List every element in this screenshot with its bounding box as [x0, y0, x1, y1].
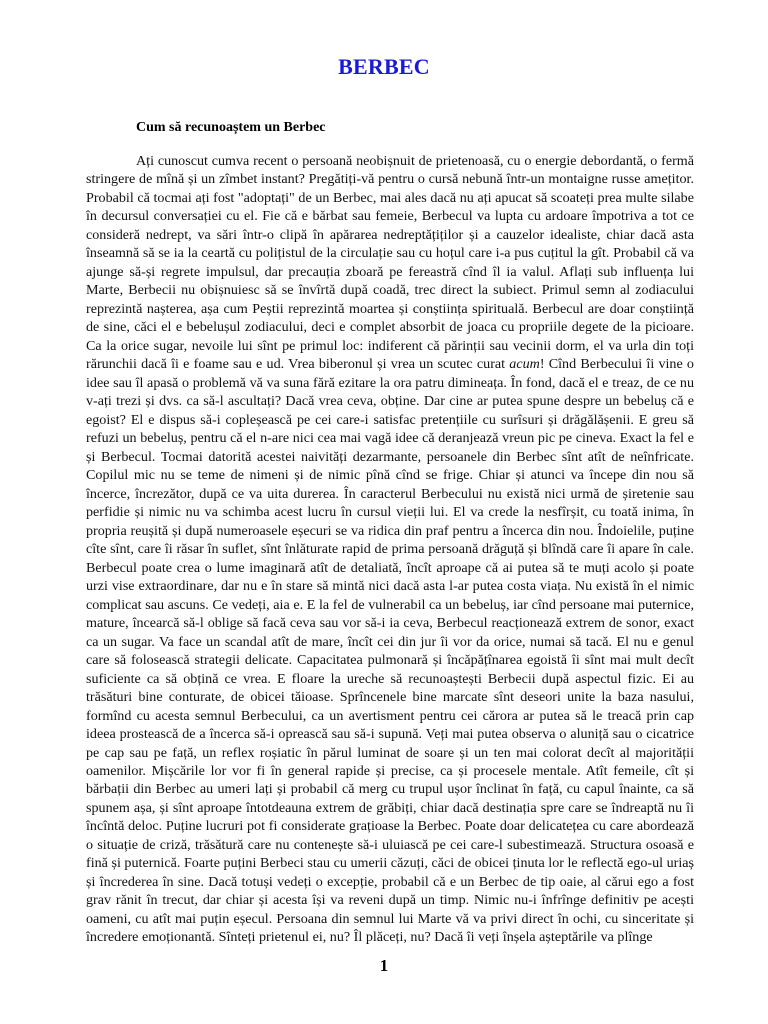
body-paragraph: [86, 152, 694, 947]
body-text-part-2: ! Cînd Berbecului îi vine o idee sau îl apasă o problemă vă va suna fără ezitare la ora patru dimineața. În fond, dacă el e treaz, de ce nu v-ați trezi și dvs. ca să-l ascultați? Dacă vrea ceva, obține. Dar cine ar putea spune despre un bebeluș că e egoist? El e dispus să-i copleșească pe cei care-i satisfac pretențiile cu surîsuri și drăgălășenii. E greu să refuzi un bebeluș, pentru că el n-are nici cea mai vagă idee că deranjează vreun pic pe cineva. Exact la fel e și Berbecul. Tocmai datorită acestei naivități dezarmante, persoanele din Berbec sînt atît de neînfricate. Copilul mic nu se teme de nimeni și de nimic pînă cînd se frige. Chiar și atunci va începe din nou să încerce, încrezător, după ce va uita durerea. În caracterul Berbecului nu există nici urmă de șiretenie sau perfidie și nimic nu va schimba acest lucru în cursul vieții lui. El va crede la nesfîrșit, cu toată inima, în propria reușită și după numeroasele eșecuri se va ridica din praf pentru a încerca din nou. Îndoielile, puține cîte sînt, care îi răsar în suflet, sînt înlăturate rapid de prima persoană drăguță și blîndă care îi apare în cale. Berbecul poate crea o lume imaginară atît de detaliată, încît aproape că ai putea să te muți acolo și poate urzi vise extraordinare, dar nu e în stare să mintă nici dacă asta l-ar putea costa viața. Nu există în el nimic complicat sau ascuns. Ce vedeți, aia e. E la fel de vulnerabil ca un bebeluș, iar cînd persoane mai puternice, mature, încearcă să-l oblige să facă ceva sau vor să-i ia ceva, Berbecul reacționează extrem de sonor, exact ca un sugar. Va face un scandal atît de mare, încît cei din jur îi vor da orice, numai să tacă. El nu e genul care să folosească strategii delicate. Capacitatea pulmonară și încăpățînarea egoistă îi sînt mai mult decît suficiente ca să obțină ce vrea. E floare la ureche să recunoaștești Berbecii după aspectul fizic. Ei au trăsături bine conturate, de obicei tăioase. Sprîncenele bine marcate sînt deseori unite la baza nasului, formînd cu acesta semnul Berbecului, ca un avertisment pentru cei cărora ar putea să le treacă prin cap ideea prostească de a încerca să-i oprească sau să-i supună. Veți mai putea observa o aluniță sau o cicatrice pe cap sau pe față, un reflex roșiatic în părul luminat de soare și un ten mai colorat decît al majorității oamenilor. Mișcările lor vor fi în general rapide și precise, ca și procesele mentale. Atît femeile, cît și bărbații din Berbec au umeri lați și probabil că merg cu trupul ușor înclinat în față, cu capul înainte, ca să spunem așa, și sînt aproape întotdeauna extrem de grăbiți, chiar dacă destinația spre care se îndreaptă nu îi încîntă deloc. Puține lucruri pot fi considerate grațioase la Berbec. Poate doar delicatețea cu care abordează o situație de criză, trăsătură care nu contenește să-i uluiască pe cei care-l subestimează. Structura osoasă e fină și puternică. Foarte puțini Berbeci stau cu umerii căzuți, căci de obicei ținuta lor le reflectă ego-ul uriaș și încrederea în sine. Dacă totuși vedeți o excepție, probabil că e un Berbec de tip oaie, al cărui ego a fost grav rănit în trecut, dar chiar și acesta își va reveni după un timp. Nimic nu-i înfrînge definitiv pe acești oameni, cu atît mai puțin eșecul. Persoana din semnul lui Marte vă va privi direct în ochi, cu sinceritate și încredere emoționantă. Sînteți prietenul ei, nu? Îl plăceți, nu? Dacă îi veți înșela așteptările va plînge: [86, 356, 694, 946]
body-text-part-1: Ați cunoscut cumva recent o persoană neobișnuit de prietenoasă, cu o energie debordantă, o fermă stringere de mînă și un zîmbet instant? Pregătiți-vă pentru o cursă nebună într-un montaigne russe amețitor. Probabil că tocmai ați fost "adoptați" de un Berbec, mai ales dacă nu ați apucat să scoateți prea multe silabe în decursul conversației cu el. Fie că e bărbat sau femeie, Berbecul va lupta cu ardoare împotriva a tot ce consideră nedrept, va sări într-o clipă în apărarea nedreptățiților și a cauzelor idealiste, chiar dacă asta înseamnă să se ia la ceartă cu polițistul de la circulație sau cu hoțul care i-a pus cuțitul la gît. Probabil că va ajunge să-și regrete impulsul, dar precauția zboară pe fereastră cînd îl ia valul. Aflați sub influența lui Marte, Berbecii nu obișnuiesc să se învîrtă după coadă, trec direct la subiect. Primul semn al zodiacului reprezintă nașterea, așa cum Peștii reprezintă moartea și conștiința spirituală. Berbecul are doar conștiință de sine, căci el e bebelușul zodiacului, deci e complet absorbit de joaca cu propriile degete de la picioare. Ca la orice sugar, nevoile lui sînt pe primul loc: indiferent că părinții sau vecinii dorm, el va urla din toți rărunchii dacă îi e foame sau e ud. Vrea biberonul și vrea un scutec curat: [86, 153, 694, 373]
section-heading: Cum să recunoaștem un Berbec: [136, 120, 326, 135]
emphasis-word: acum: [509, 356, 540, 373]
page-number: 1: [379, 956, 389, 975]
document-title: BERBEC: [338, 54, 430, 79]
